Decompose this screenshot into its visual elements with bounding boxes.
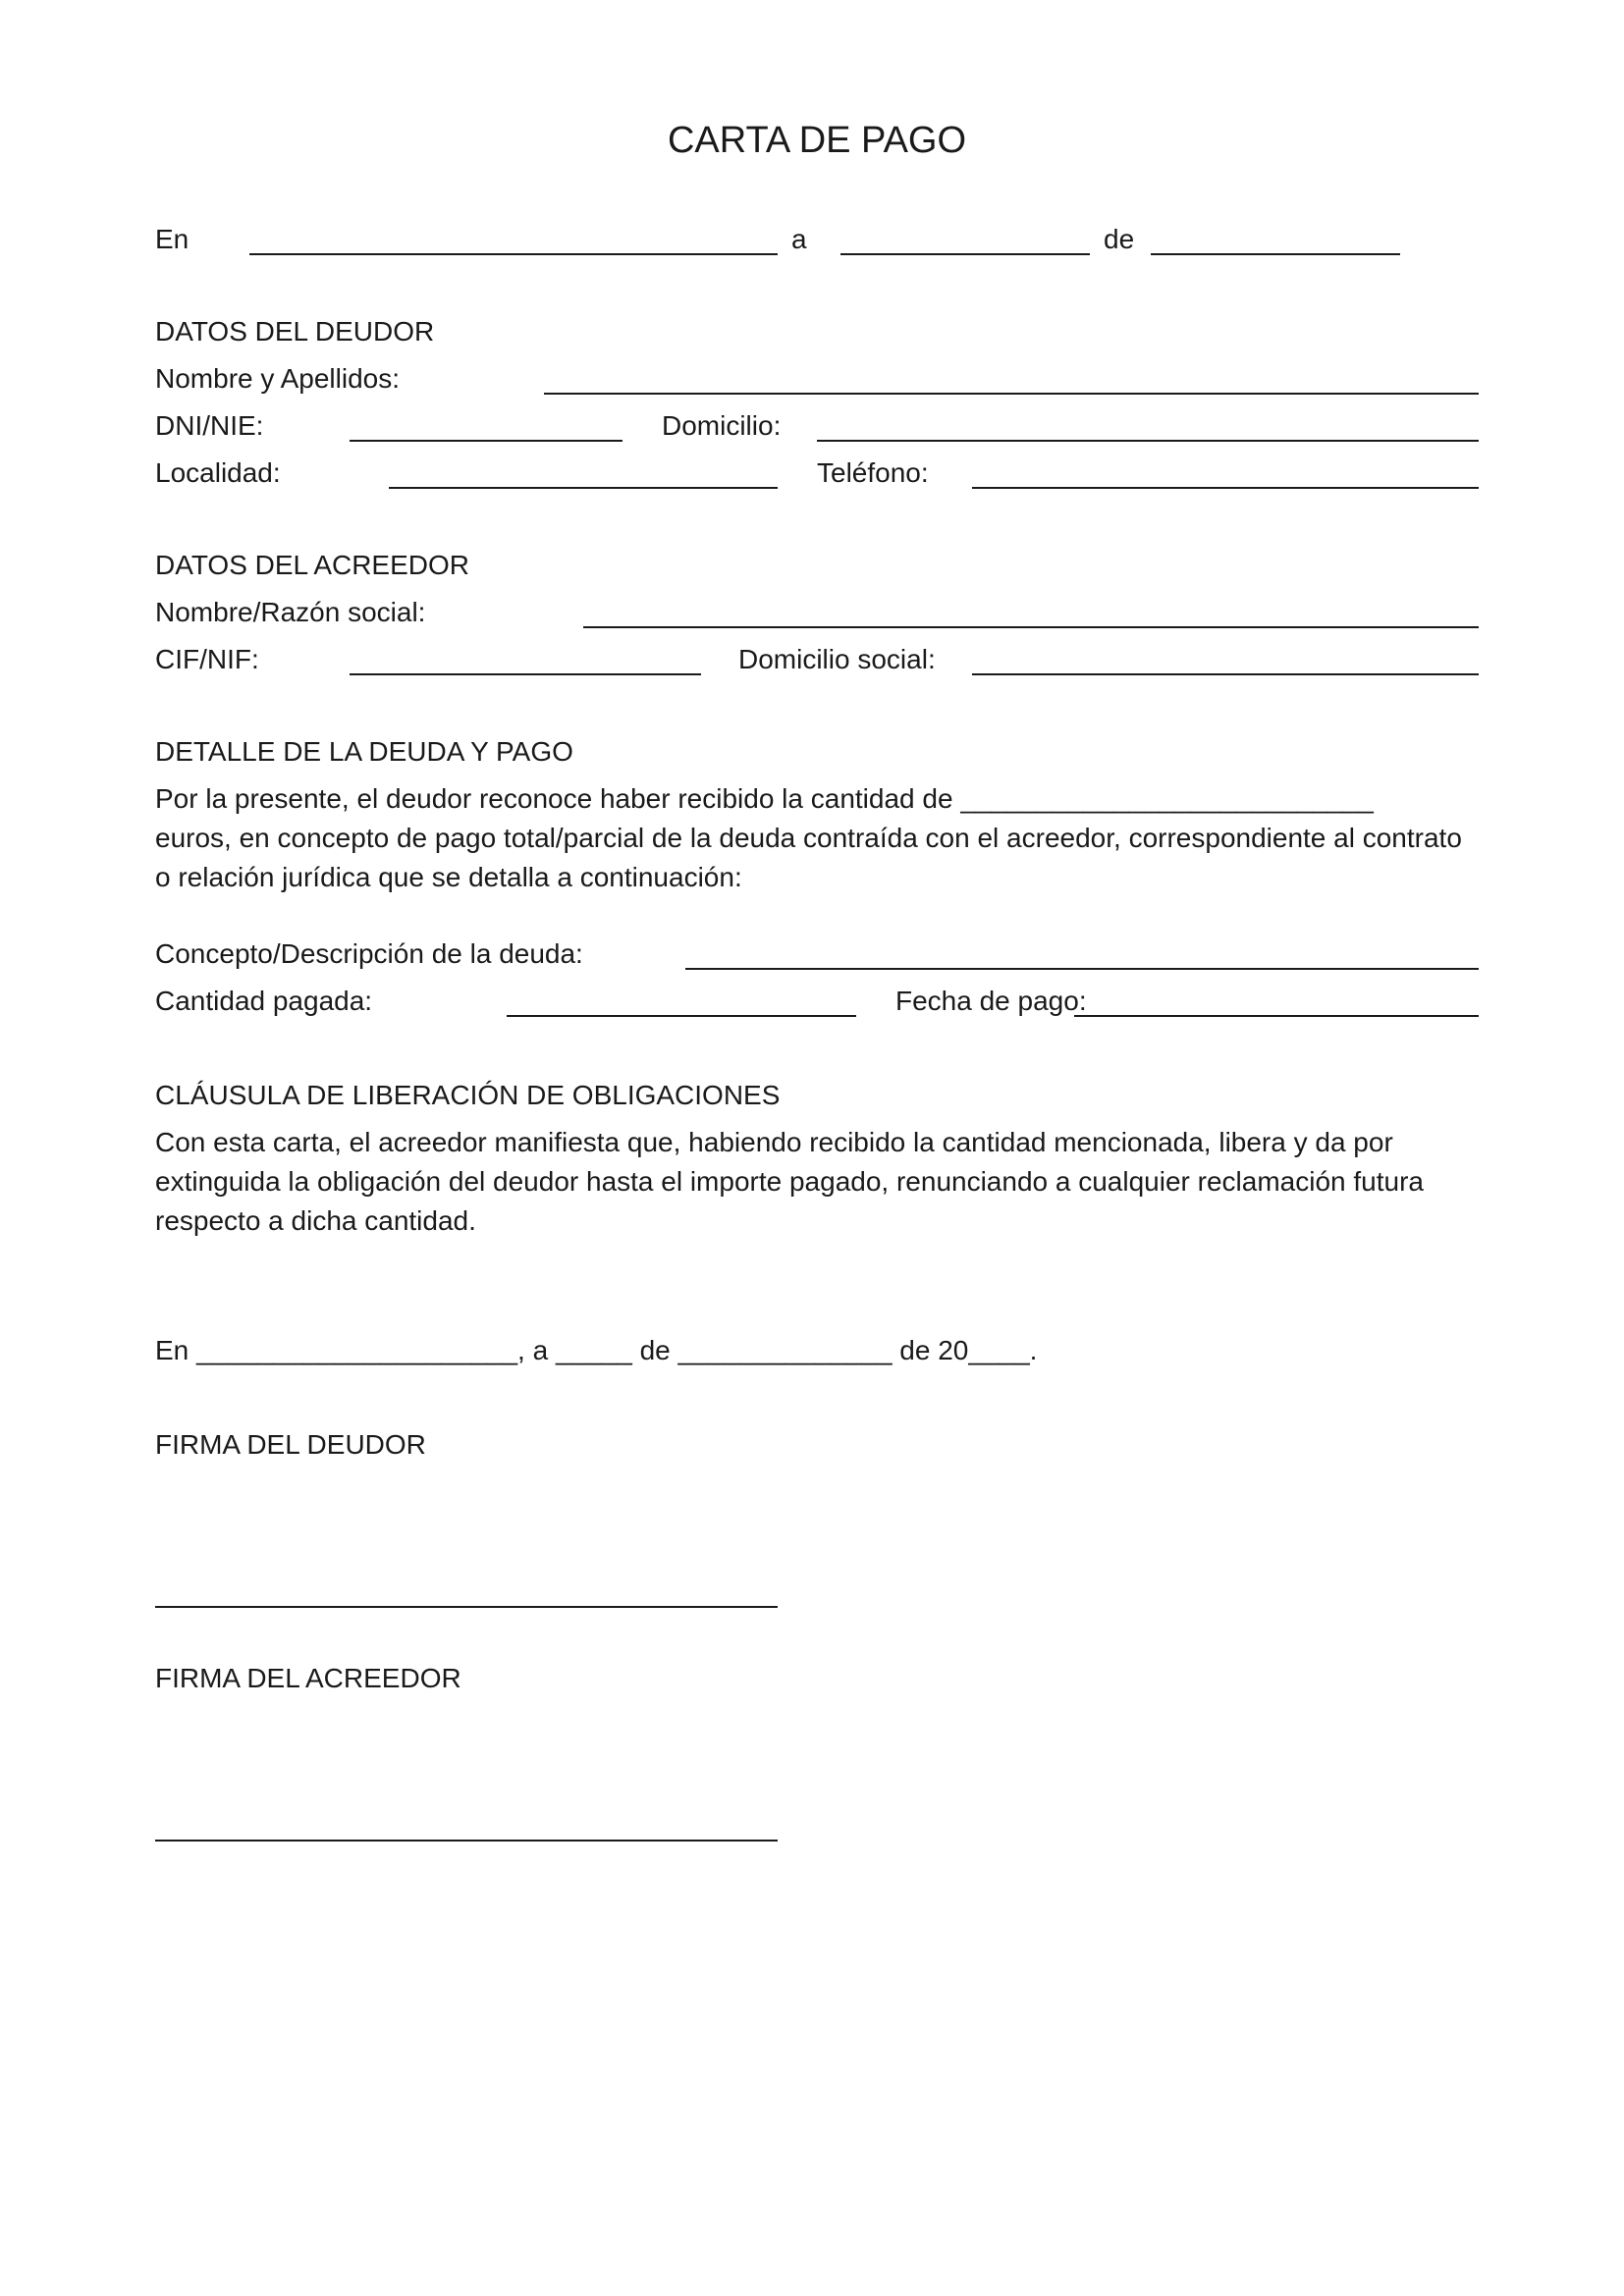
deudor-localidad-field[interactable] — [389, 487, 778, 489]
clausula-line-2: extinguida la obligación del deudor hasta el importe pagado, renunciando a cualquier reclamación futura — [155, 1166, 1424, 1197]
concepto-label: Concepto/Descripción de la deuda: — [155, 938, 583, 969]
clausula-line-3: respecto a dicha cantidad. — [155, 1205, 476, 1236]
acreedor-domicilio-label: Domicilio social: — [738, 644, 936, 674]
acreedor-cif-label: CIF/NIF: — [155, 644, 259, 674]
deudor-nombre-label: Nombre y Apellidos: — [155, 363, 401, 394]
month-label: de — [1104, 224, 1135, 254]
detalle-line-1: Por la presente, el deudor reconoce haber recibido la cantidad de ___________________________ — [155, 783, 1374, 814]
clausula-line-1: Con esta carta, el acreedor manifiesta que, habiendo recibido la cantidad mencionada, libera y da por — [155, 1127, 1393, 1157]
detalle-paragraph — [155, 779, 1462, 897]
firma-acreedor-line[interactable] — [155, 1840, 778, 1842]
deudor-dni-field[interactable] — [350, 440, 623, 442]
acreedor-cif-field[interactable] — [350, 673, 701, 675]
fecha-pago-label: Fecha de pago: — [895, 986, 1087, 1016]
detalle-line-3: o relación jurídica que se detalla a continuación: — [155, 862, 742, 892]
month-field[interactable] — [1151, 253, 1400, 255]
deudor-heading: DATOS DEL DEUDOR — [155, 316, 435, 347]
fecha-pago-field[interactable] — [1074, 1015, 1479, 1017]
deudor-localidad-label: Localidad: — [155, 457, 281, 488]
deudor-telefono-field[interactable] — [972, 487, 1479, 489]
firma-acreedor-label: FIRMA DEL ACREEDOR — [155, 1663, 461, 1693]
clausula-paragraph — [155, 1123, 1424, 1241]
deudor-dni-label: DNI/NIE: — [155, 410, 264, 441]
detalle-line-2: euros, en concepto de pago total/parcial de la deuda contraída con el acreedor, correspondiente al contrato — [155, 823, 1462, 853]
deudor-domicilio-label: Domicilio: — [662, 410, 782, 441]
day-label: a — [791, 224, 807, 254]
deudor-telefono-label: Teléfono: — [817, 457, 929, 488]
detalle-heading: DETALLE DE LA DEUDA Y PAGO — [155, 736, 573, 767]
closing-place-date: En _____________________, a _____ de ______________ de 20____. — [155, 1335, 1038, 1365]
acreedor-heading: DATOS DEL ACREEDOR — [155, 550, 470, 580]
place-field[interactable] — [249, 253, 778, 255]
day-field[interactable] — [840, 253, 1090, 255]
clausula-heading: CLÁUSULA DE LIBERACIÓN DE OBLIGACIONES — [155, 1080, 781, 1110]
place-label: En — [155, 224, 189, 254]
deudor-domicilio-field[interactable] — [817, 440, 1479, 442]
acreedor-nombre-label: Nombre/Razón social: — [155, 597, 426, 627]
acreedor-nombre-field[interactable] — [583, 626, 1479, 628]
acreedor-domicilio-field[interactable] — [972, 673, 1479, 675]
page-title: CARTA DE PAGO — [667, 120, 967, 161]
concepto-field[interactable] — [685, 968, 1479, 970]
firma-deudor-label: FIRMA DEL DEUDOR — [155, 1429, 426, 1460]
cantidad-label: Cantidad pagada: — [155, 986, 373, 1016]
firma-deudor-line[interactable] — [155, 1606, 778, 1608]
deudor-nombre-field[interactable] — [544, 393, 1479, 395]
cantidad-field[interactable] — [507, 1015, 856, 1017]
